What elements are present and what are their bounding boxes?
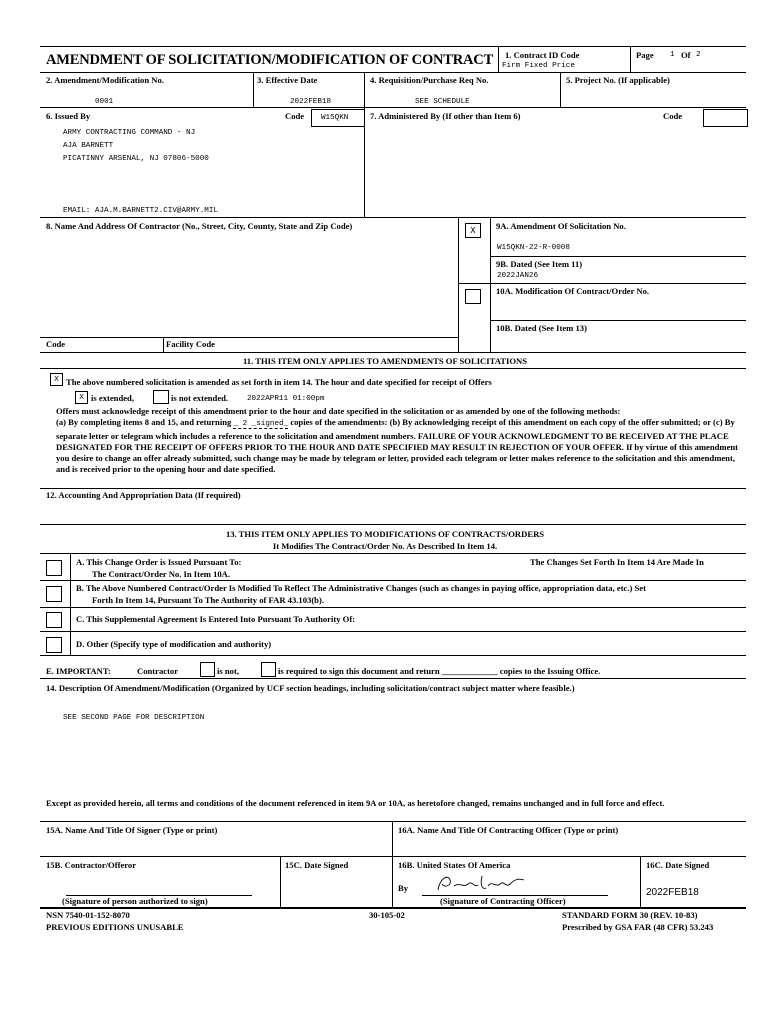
rule [458,217,459,352]
rule [490,256,746,257]
rule [40,631,746,632]
administered-code-label: Code [663,111,683,121]
rule [490,320,746,321]
rule [40,607,746,608]
is-required-checkbox[interactable] [261,662,276,677]
administered-by-label: 7. Administered By (If other than Item 6) [370,111,521,121]
page-total: 2 [696,51,701,59]
requisition-label: 4. Requisition/Purchase Req No. [370,75,489,85]
signature-person-caption: (Signature of person authorized to sign) [62,896,208,906]
not-extended-checkbox[interactable] [153,390,169,404]
amendment-checkbox[interactable]: X [465,223,481,238]
officer-date-signed-label: 16C. Date Signed [646,860,710,870]
rule [364,107,365,217]
signer-name-label: 15A. Name And Title Of Signer (Type or print) [46,825,218,835]
rule [280,856,281,907]
is-required-text: is required to sign this document and return _____________ copies to the Issuing Office. [278,666,601,676]
contractor-date-signed-label: 15C. Date Signed [285,860,349,870]
is-not-label: is not, [217,666,239,676]
description-label: 14. Description Of Amendment/Modification (Organized by UCF section headings, including solicitation/contract subject matter where feasible.) [46,683,575,693]
requisition-value: SEE SCHEDULE [415,98,470,106]
contractor-word: Contractor [137,666,179,676]
description-value: SEE SECOND PAGE FOR DESCRIPTION [63,714,205,722]
rule [40,488,746,489]
item13b-line1: B. The Above Numbered Contract/Order Is Modified To Reflect The Administrative Changes (such as changes in paying office, appropriation data, etc.) Set [76,583,646,593]
item11-method-a: (a) By completing items 8 and 15, and returning [56,417,232,428]
page-number: 1 [670,51,675,59]
form-code: 30-105-02 [369,910,405,920]
rule [490,217,491,352]
item11-instructions: copies of the amendments: (b) By acknowledging receipt of this amendment on each copy of the offer submitted; or (c) By separate letter or telegram which includes a reference to the solicitation and amendment numbers. FAILURE OF YOUR ACKNOWLEDGMENT TO BE RECEIVED AT THE PLACE DESIGNATED FOR THE RECEIPT OF OFFERS PRIOR TO THE HOUR AND DATE SPECIFIED MAY RESULT IN REJECTION OF YOUR OFFER. If by virtue of this amendment you desire to change an offer already submitted, such change may be made by telegram or letter, provided each telegram or letter makes reference to the solicitation and this amendment, and is received prior to the opening hour and date specified. [56,417,739,475]
rule [40,524,746,525]
issued-by-label: 6. Issued By [46,111,91,121]
modification-contract-label: 10A. Modification Of Contract/Order No. [496,286,650,296]
effective-date-value: 2022FEB18 [290,98,332,106]
effective-date-label: 3. Effective Date [257,75,318,85]
amendment-no-label: 2. Amendment/Modification No. [46,75,164,85]
of-label: Of [681,50,691,60]
important-label: E. IMPORTANT: [46,666,111,676]
project-no-label: 5. Project No. (If applicable) [566,75,670,85]
rule [253,72,254,107]
issuer-line-3: PICATINNY ARSENAL, NJ 07806-5000 [63,155,209,163]
dated-9b-label: 9B. Dated (See Item 11) [496,259,583,269]
copies-value: _ 2 _signed_ [233,420,289,429]
item11-heading: 11. THIS ITEM ONLY APPLIES TO AMENDMENTS OF SOLICITATIONS [242,356,528,366]
item11-line1: The above numbered solicitation is amended as set forth in item 14. The hour and date specified for receipt of Offers [66,377,492,387]
extended-checkbox[interactable]: X [75,391,88,404]
contract-id-value: Firm Fixed Price [502,62,575,70]
prescribed-by-label: Prescribed by GSA FAR (48 CFR) 53.243 [562,922,714,932]
contract-id-label: 1. Contract ID Code [505,50,580,60]
nsn-number: NSN 7540-01-152-8070 [46,910,130,920]
item13c-text: C. This Supplemental Agreement Is Entered Into Pursuant To Authority Of: [76,614,356,624]
rule [40,72,746,73]
issuer-email: EMAIL: AJA.M.BARNETT2.CIV@ARMY.MIL [63,207,218,215]
rule [70,553,71,655]
admin-change-checkbox[interactable] [46,586,62,602]
amendment-no-value: 0001 [95,98,114,106]
contractor-offeror-label: 15B. Contractor/Offeror [46,860,137,870]
offer-datetime: 2022APR11 01:00pm [247,395,325,403]
form-title: AMENDMENT OF SOLICITATION/MODIFICATION OF CONTRACT [46,52,494,68]
contractor-label: 8. Name And Address Of Contractor (No., Street, City, County, State and Zip Code) [46,221,353,231]
item13-subheading: It Modifies The Contract/Order No. As Described In Item 14. [272,541,498,551]
except-text: Except as provided herein, all terms and conditions of the document referenced in item 9A or 10A, as heretofore changed, remains unchanged and in full force and effect. [46,798,665,808]
item13-heading: 13. THIS ITEM ONLY APPLIES TO MODIFICATIONS OF CONTRACTS/ORDERS [225,529,545,539]
rule [163,337,164,352]
issued-code-value: W15QKN [321,114,349,122]
item11-methods: Offers must acknowledge receipt of this amendment prior to the hour and date specified in the solicitation or as amended by one of the following methods: [56,406,621,416]
issuer-line-1: ARMY CONTRACTING COMMAND - NJ [63,129,196,137]
issued-code-label: Code [285,111,305,121]
item13a-text: A. This Change Order is Issued Pursuant To: [76,557,242,567]
by-label: By [398,883,409,893]
rule [560,72,561,107]
rule [40,337,458,338]
rule [40,352,746,353]
officer-signature-graphic [430,870,530,896]
rule [40,217,746,218]
supplemental-agreement-checkbox[interactable] [46,612,62,628]
item13a-line2: The Contract/Order No. In Item 10A. [92,569,231,579]
amendment-solicitation-value: W15QKN-22-R-0008 [497,244,570,252]
change-order-checkbox[interactable] [46,560,62,576]
page-label: Page [636,50,654,60]
accounting-label: 12. Accounting And Appropriation Data (If required) [46,490,241,500]
administered-code-box [703,109,748,127]
facility-code-label: Facility Code [166,339,215,349]
item13a-right-text: The Changes Set Forth In Item 14 Are Made In [530,557,704,567]
amended-checkbox[interactable]: X [50,373,63,386]
dated-9b-value: 2022JAN26 [497,272,539,280]
dated-10b-label: 10B. Dated (See Item 13) [496,323,587,333]
rule [40,678,746,679]
item11-paragraph [56,406,746,476]
standard-form-label: STANDARD FORM 30 (REV. 10-83) [562,910,698,920]
rule [40,107,746,108]
rule [498,46,499,72]
extended-label: is extended, [91,393,134,403]
other-modification-checkbox[interactable] [46,637,62,653]
previous-editions-note: PREVIOUS EDITIONS UNUSABLE [46,922,184,932]
issuer-line-2: AJA BARNETT [63,142,114,150]
issued-code-box [311,109,365,127]
rule [40,655,746,656]
modification-checkbox[interactable] [465,289,481,304]
rule [40,821,746,822]
rule [364,72,365,107]
rule [40,907,746,909]
item13b-line2: Forth In Item 14, Pursuant To The Authority of FAR 43.103(b). [92,595,324,605]
united-states-label: 16B. United States Of America [398,860,511,870]
signature-officer-caption: (Signature of Contracting Officer) [440,896,566,906]
not-extended-label: is not extended. [171,393,229,403]
item13d-text: D. Other (Specify type of modification and authority) [76,639,272,649]
is-not-checkbox[interactable] [200,662,215,677]
officer-name-label: 16A. Name And Title Of Contracting Officer (Type or print) [398,825,619,835]
rule [392,821,393,907]
rule [40,368,746,369]
rule [40,46,746,47]
amendment-solicitation-label: 9A. Amendment Of Solicitation No. [496,221,626,231]
rule [40,580,746,581]
rule [630,46,631,72]
rule [458,283,746,284]
contractor-code-label: Code [46,339,66,349]
officer-date-signed-value: 2022FEB18 [646,887,699,898]
rule [40,553,746,554]
rule [640,856,641,907]
